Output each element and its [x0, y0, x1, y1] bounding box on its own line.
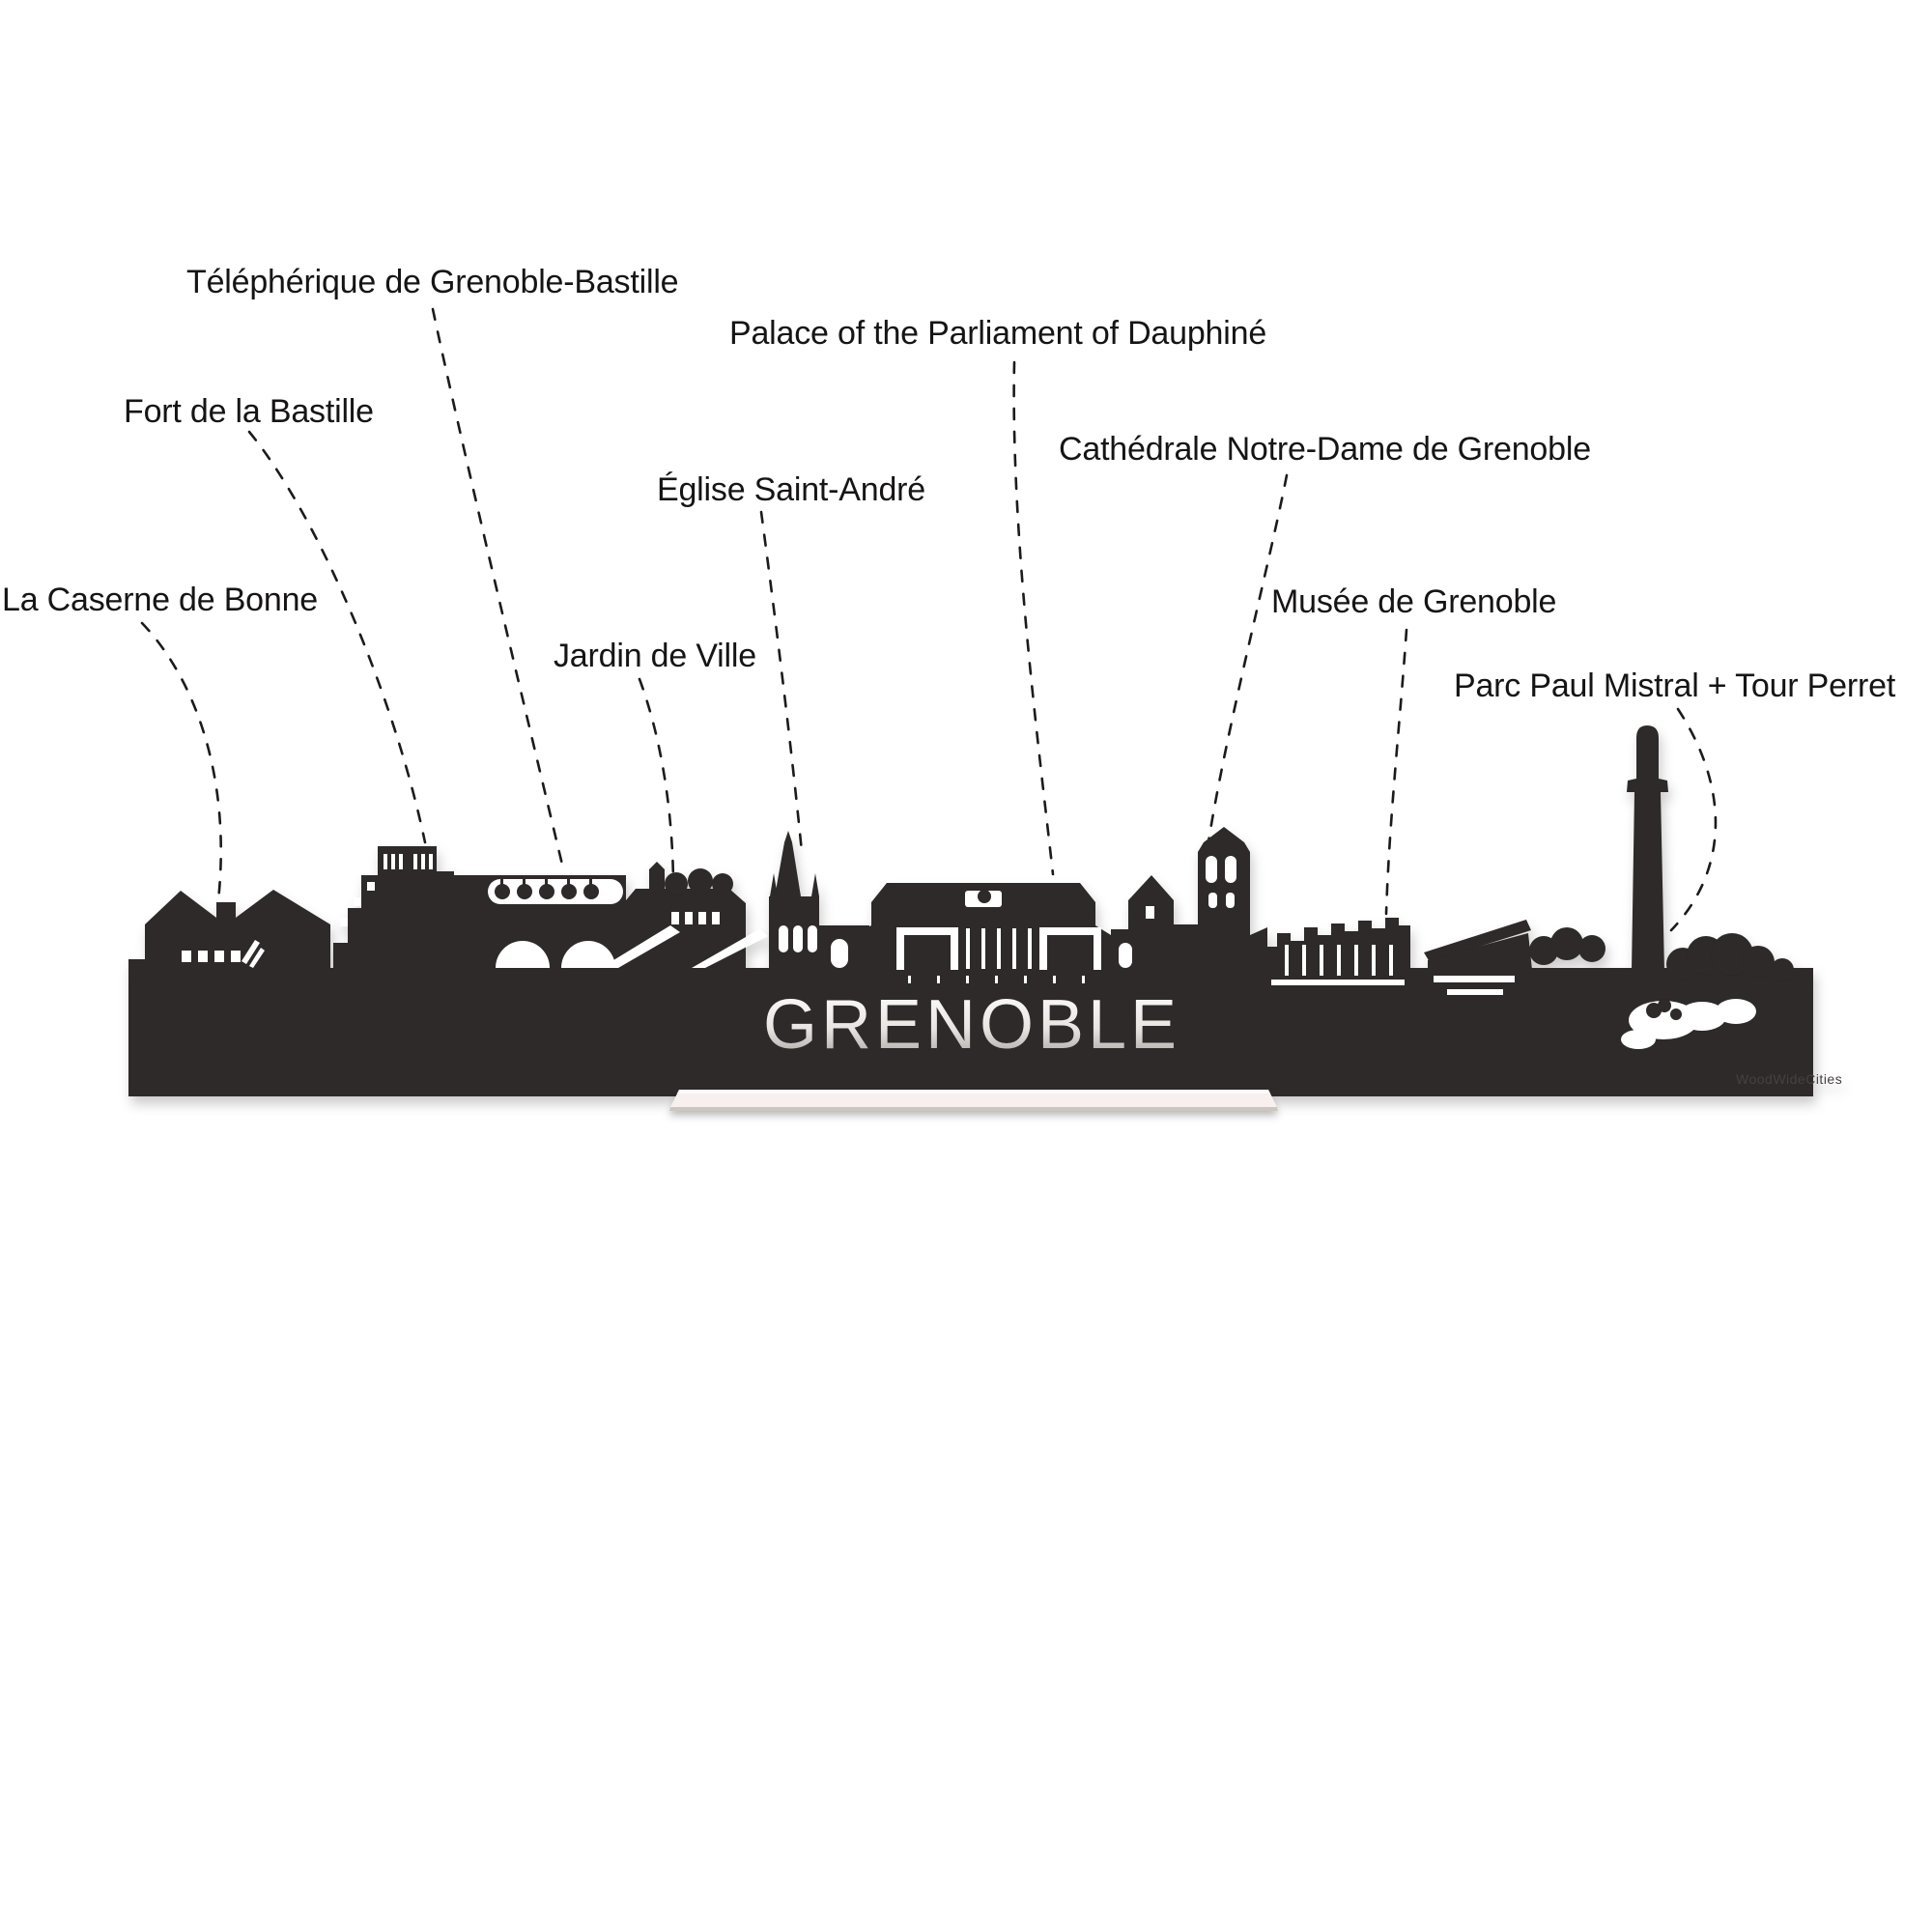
leader-line-musee	[1386, 630, 1406, 914]
landmark-tour-perret	[1627, 725, 1668, 972]
leader-line-caserne	[142, 623, 221, 900]
leader-line-eglise	[761, 512, 802, 852]
leader-line-parc	[1671, 709, 1716, 930]
leader-line-teleferique	[433, 309, 562, 865]
city-title-cutout: GRENOBLE	[762, 986, 1181, 1064]
watermark-text: WoodWideCities	[1736, 1071, 1843, 1087]
leader-line-fort	[249, 432, 425, 842]
label-palace-parliament: Palace of the Parliament of Dauphiné	[729, 315, 1267, 352]
leader-line-cathedrale	[1208, 475, 1287, 848]
label-jardin-de-ville: Jardin de Ville	[554, 638, 756, 674]
base-stand	[669, 1090, 1278, 1111]
label-parc-paul-mistral: Parc Paul Mistral + Tour Perret	[1454, 668, 1896, 704]
label-cathedrale: Cathédrale Notre-Dame de Grenoble	[1059, 431, 1591, 468]
label-musee-de-grenoble: Musée de Grenoble	[1271, 583, 1557, 620]
landmark-cathedrale-notre-dame	[1198, 827, 1250, 970]
leader-line-palace	[1014, 362, 1053, 874]
silhouette-group	[128, 725, 1842, 1096]
label-teleferique: Téléphérique de Grenoble-Bastille	[186, 264, 679, 300]
label-fort-de-la-bastille: Fort de la Bastille	[124, 393, 374, 430]
label-eglise-saint-andre: Église Saint-André	[657, 471, 925, 508]
label-caserne-de-bonne: La Caserne de Bonne	[2, 582, 319, 618]
